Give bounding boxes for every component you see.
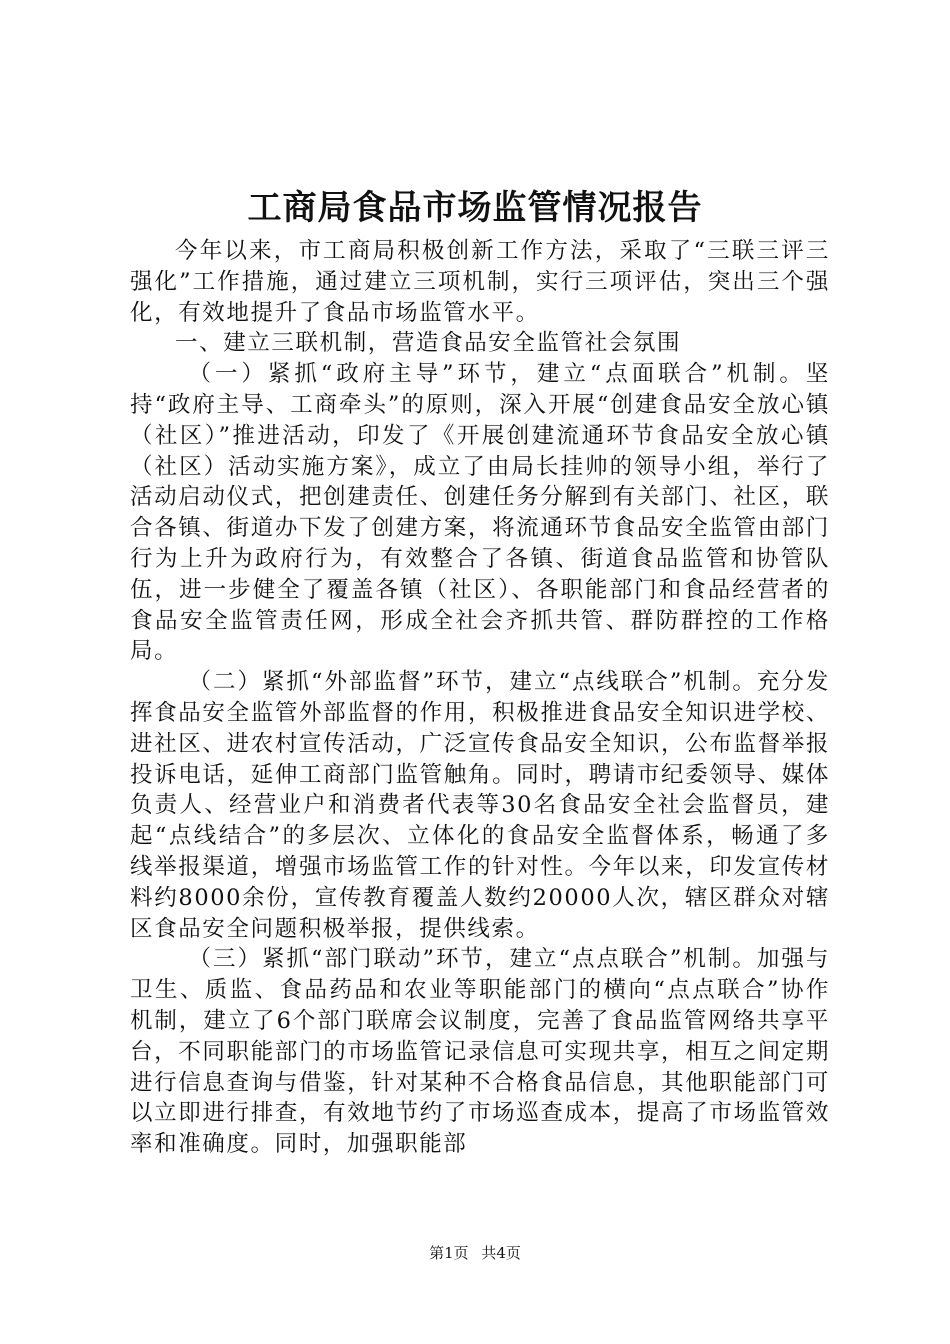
section-heading-1: 一、建立三联机制，营造食品安全监管社会氛围 — [175, 330, 682, 357]
page-number: 第1页 — [429, 1244, 469, 1262]
document-title: 工商局食品市场监管情况报告 — [247, 188, 703, 228]
page-total: 共4页 — [481, 1244, 521, 1262]
paragraph-intro: 今年以来，市工商局积极创新工作方法，采取了“三联三评三强化”工作措施，通过建立三项机制，实行三项评估，突出三个强化，有效地提升了食品市场监管水平。 — [130, 238, 830, 326]
page-footer — [0, 1242, 950, 1264]
paragraph-point-2: （二）紧抓“外部监督”环节，建立“点线联合”机制。充分发挥食品安全监管外部监督的作用，积极推进食品安全知识进学校、进社区、进农村宣传活动，广泛宣传食品安全知识，公布监督举报投诉电话，延伸工商部门监管触角。同时，聘请市纪委领导、媒体负责人、经营业户和消费者代表等30名食品安全社会监督员，建起“点线结合”的多层次、立体化的食品安全监督体系，畅通了多线举报渠道，增强市场监管工作的针对性。今年以来，印发宣传材料约8000余份，宣传教育覆盖人数约20000人次，辖区群众对辖区食品安全问题积极举报，提供线索。 — [130, 669, 830, 942]
paragraph-point-1: （一）紧抓“政府主导”环节，建立“点面联合”机制。坚持“政府主导、工商牵头”的原则，深入开展“创建食品安全放心镇（社区）”推进活动，印发了《开展创建流通环节食品安全放心镇（社区）活动实施方案》，成立了由局长挂帅的领导小组，举行了活动启动仪式，把创建责任、创建任务分解到有关部门、社区，联合各镇、街道办下发了创建方案，将流通环节食品安全监管由部门行为上升为政府行为，有效整合了各镇、街道食品监管和协管队伍，进一步健全了覆盖各镇（社区）、各职能部门和食品经营者的食品安全监管责任网，形成全社会齐抓共管、群防群控的工作格局。 — [130, 361, 830, 665]
document-body — [130, 236, 830, 1160]
paragraph-point-3: （三）紧抓“部门联动”环节，建立“点点联合”机制。加强与卫生、质监、食品药品和农业等职能部门的横向“点点联合”协作机制，建立了6个部门联席会议制度，完善了食品监管网络共享平台，不同职能部门的市场监管记录信息可实现共享，相互之间定期进行信息查询与借鉴，针对某种不合格食品信息，其他职能部门可以立即进行排查，有效地节约了市场巡查成本，提高了市场监管效率和准确度。同时，加强职能部 — [130, 946, 830, 1158]
